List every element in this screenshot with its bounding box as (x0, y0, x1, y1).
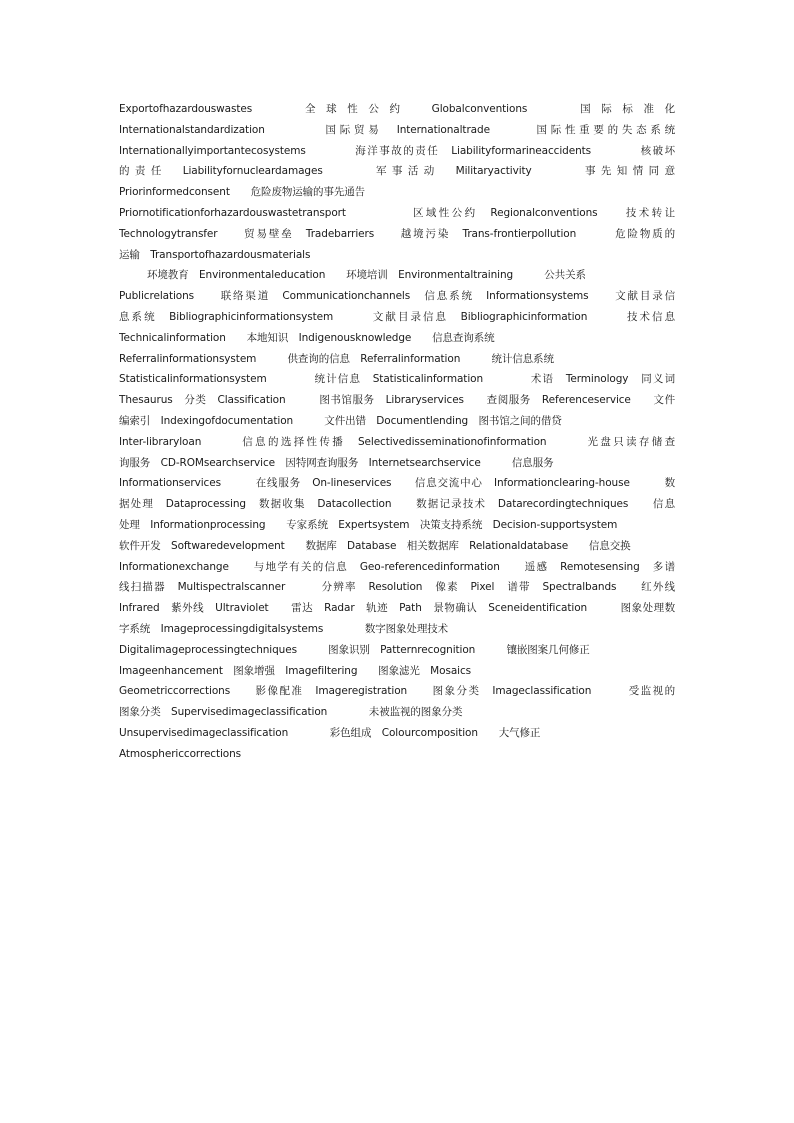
text-line: 处理 Informationprocessing 专家系统 Expertsystem 决策支持系统 Decision-supportsystem (119, 518, 618, 531)
text-line: 息系统 Bibliographicinformationsystem 文献目录信息 Bibliographicinformation 技术信息 (119, 310, 675, 323)
text-line: Imageenhancement 图象增强 Imagefiltering 图象滤光 Mosaics (119, 664, 472, 677)
text-line: 的责任 Liabilityfornucleardamages 军事活动 Militaryactivity 事先知情同意 (119, 165, 675, 178)
text-line: Internationallyimportantecosystems 海洋事故的责任 Liabilityformarineaccidents 核破坏 (119, 144, 675, 157)
text-line: 字系统 Imageprocessingdigitalsystems 数字图象处理技术 (119, 622, 449, 635)
text-line: Internationalstandardization 国际贸易 Internationaltrade 国际性重要的失态系统 (119, 123, 675, 136)
text-line: Technologytransfer 贸易壁垒 Tradebarriers 越境污染 Trans-frontierpollution 危险物质的 (119, 227, 675, 240)
text-line: Geometriccorrections 影像配准 Imageregistration 图象分类 Imageclassification 受监视的 (119, 685, 675, 698)
text-line: 软件开发 Softwaredevelopment 数据库 Database 相关数据库 Relationaldatabase 信息交换 (119, 539, 631, 552)
text-line: 编索引 Indexingofdocumentation 文件出错 Documentlending 图书馆之间的借贷 (119, 414, 562, 427)
text-line: Informationexchange 与地学有关的信息 Geo-referencedinformation 遥感 Remotesensing 多谱 (119, 560, 675, 573)
text-line: 线扫描器 Multispectralscanner 分辨率 Resolution 像素 Pixel 谱带 Spectralbands 红外线 (119, 581, 675, 594)
text-line: Informationservices 在线服务 On-lineservices 信息交流中心 Informationclearing-house 数 (119, 477, 675, 490)
text-line: Exportofhazardouswastes 全球性公约 Globalconventions 国际标准化 (119, 103, 675, 115)
text-line: Priorinformedconsent 危险废物运输的事先通告 (119, 186, 366, 199)
glossary-text-block (119, 99, 675, 765)
text-line: 运输 Transportofhazardousmaterials (119, 248, 311, 261)
text-line: Statisticalinformationsystem 统计信息 Statisticalinformation 术语 Terminology 同义词 (119, 373, 675, 386)
text-line: Inter-libraryloan 信息的选择性传播 Selectivedisseminationofinformation 光盘只读存储查 (119, 435, 675, 448)
text-line: Technicalinformation 本地知识 Indigenousknowledge 信息查询系统 (119, 331, 495, 344)
text-line: Priornotificationforhazardouswastetransport 区域性公约 Regionalconventions 技术转让 (119, 206, 675, 219)
text-line: Atmosphericcorrections (119, 747, 242, 760)
text-line: Digitalimageprocessingtechniques 图象识别 Patternrecognition 镶嵌图案几何修正 (119, 643, 590, 656)
text-line: Unsupervisedimageclassification 彩色组成 Colourcomposition 大气修正 (119, 726, 541, 739)
text-line: Publicrelations 联络渠道 Communicationchannels 信息系统 Informationsystems 文献目录信 (119, 290, 675, 303)
text-line: 环境教育 Environmentaleducation 环境培训 Environmentaltraining 公共关系 (147, 269, 586, 282)
text-line: 据处理 Dataprocessing 数据收集 Datacollection 数据记录技术 Datarecordingtechniques 信息 (119, 498, 675, 511)
text-line: Infrared 紫外线 Ultraviolet 雷达 Radar 轨迹 Path 景物确认 Sceneidentification 图象处理数 (119, 602, 675, 615)
text-line: 图象分类 Supervisedimageclassification 未被监视的图象分类 (119, 706, 463, 719)
text-line: Referralinformationsystem 供查询的信息 Referralinformation 统计信息系统 (119, 352, 554, 365)
text-line: Thesaurus 分类 Classification 图书馆服务 Libraryservices 查阅服务 Referenceservice 文件 (119, 394, 675, 407)
text-line: 询服务 CD-ROMsearchservice 因特网查询服务 Internetsearchservice 信息服务 (119, 456, 554, 469)
